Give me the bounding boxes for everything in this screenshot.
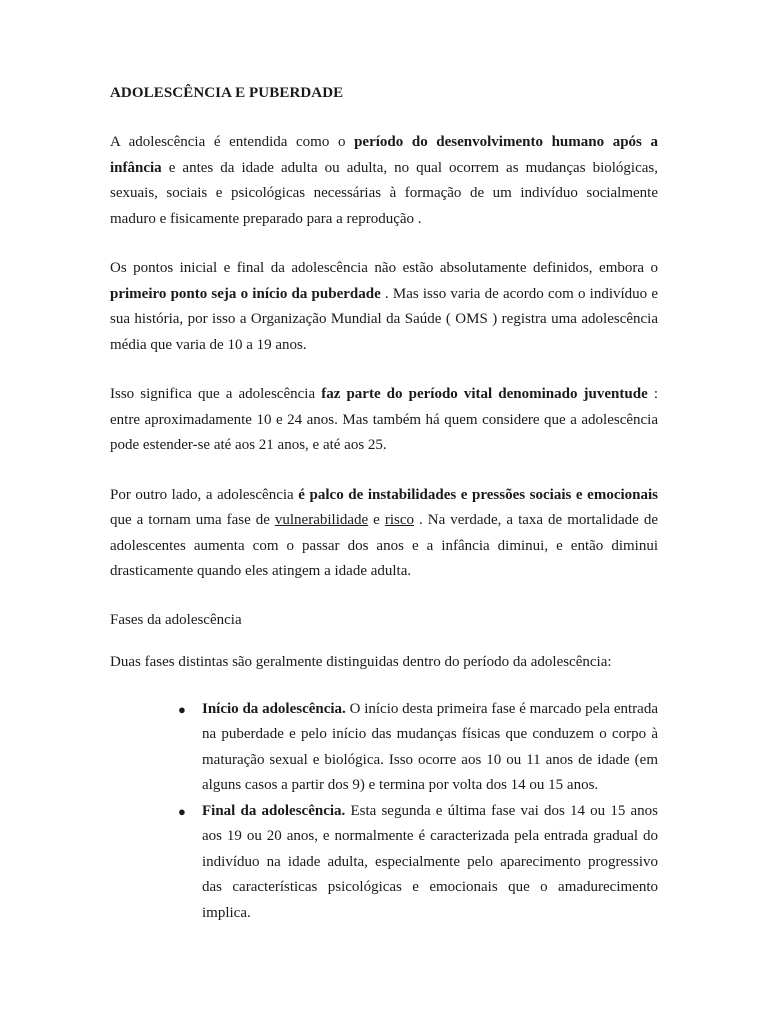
paragraph-definition [110,130,658,232]
underlined-word: risco [384,512,414,528]
list-item-text: O início desta primeira fase é marcado pela entrada na puberdade e pelo início das mudanças físicas que conduzem o corpo à maturação sexual e biológica. Isso ocorre aos 10 ou 11 anos de idade (em alguns casos a partir dos 9) e termina por volta dos 14 ou 15 anos. [202,700,658,793]
paragraph-text: : entre aproximadamente 10 e 24 anos. Mas também há quem considere que a adolescência pode estender-se até aos 21 anos, e até aos 25. [110,386,659,453]
paragraph-text: . Na verdade, a taxa de mortalidade de adolescentes aumenta com o passar dos anos e a infância diminui, e então diminui drasticamente quando eles atingem a idade adulta. [110,512,658,579]
paragraph-text: Isso significa que a adolescência [110,386,322,402]
paragraph-start-end [110,256,658,358]
document-page [110,82,658,926]
section-heading: Fases da adolescência [110,611,242,628]
list-item-text: Esta segunda e última fase vai dos 14 ou 15 anos aos 19 ou 20 anos, e normalmente é caracterizada pela entrada gradual do indivíduo na idade adulta, especialmente pelo aparecimento progressivo das características psicológicas e emocionais que o amadurecimento implica. [202,802,658,921]
paragraph-text: e antes da idade adulta ou adulta, no qual ocorrem as mudanças biológicas, sexuais, sociais e psicológicas necessárias à formação de um indivíduo socialmente maduro e fisicamente preparado para a reprodução . [110,159,658,227]
bullet-icon: ● [178,803,186,819]
list-item [178,799,658,927]
paragraph-text: . Mas isso varia de acordo com o indivíduo e sua história, por isso a Organização Mundial da Saúde ( OMS ) registra uma adolescência média que varia de 10 a 19 anos. [110,285,659,353]
paragraph-text: Por outro lado, a adolescência [110,486,299,503]
underlined-word: vulnerabilidade [274,512,369,528]
bullet-icon: ● [178,701,186,717]
paragraph-text: Os pontos inicial e final da adolescência não estão absolutamente definidos, embora o [110,260,658,276]
paragraph-text: que a tornam uma fase de [110,512,275,528]
bold-phrase: período do desenvolvimento humano após a infância [110,134,658,176]
document-title: ADOLESCÊNCIA E PUBERDADE [110,85,344,101]
paragraph-text: A adolescência é entendida como o [110,134,355,150]
phases-list [110,697,658,927]
phases-intro: Duas fases distintas são geralmente distinguidas dentro do período da adolescência: [110,653,612,670]
bold-phrase: faz parte do período vital denominado juventude [321,386,648,402]
paragraph-youth [110,382,658,459]
list-item [178,697,658,799]
paragraph-instability [110,483,658,585]
bold-phrase: é palco de instabilidades e pressões sociais e emocionais [298,486,659,503]
list-item-heading: Final da adolescência. [202,802,346,819]
list-item-heading: Início da adolescência. [202,700,346,717]
bold-phrase: primeiro ponto seja o início da puberdade [110,285,381,302]
paragraph-text: e [368,512,385,528]
